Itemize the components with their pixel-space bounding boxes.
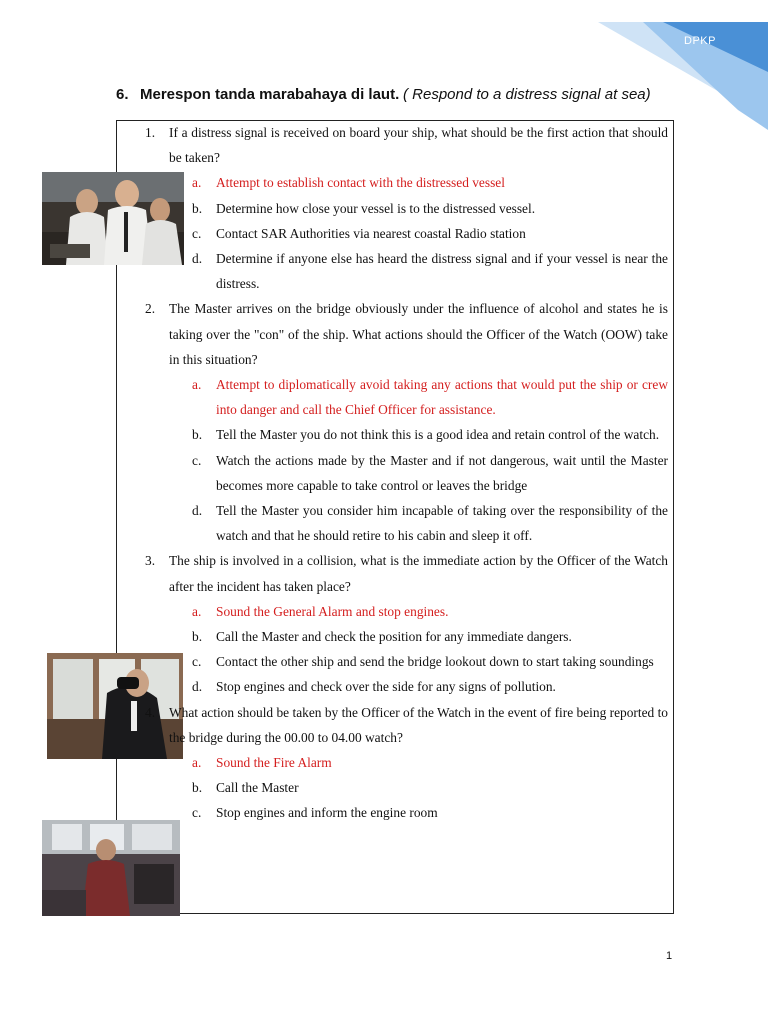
answer-option: b. Call the Master (192, 780, 299, 796)
question-list (145, 120, 668, 826)
section-subtitle: ( Respond to a distress signal at sea) (403, 86, 651, 103)
answer-option: d. Stop engines and check over the side for any signs of pollution. (192, 679, 556, 695)
question-3 (145, 548, 668, 598)
brand-label: DPKP (684, 35, 716, 47)
question-text: The ship is involved in a collision, what is the immediate action by the Officer of the Watch after the incident has taken place? (169, 553, 668, 594)
section-number: 6. (116, 86, 129, 103)
answer-option: d. Determine if anyone else has heard the distress signal and if your vessel is near the distress. (192, 251, 668, 292)
answer-option: a. Sound the Fire Alarm (192, 755, 332, 771)
question-number: 3. (145, 553, 156, 569)
section-title: Merespon tanda marabahaya di laut. (140, 86, 400, 103)
corner-decoration (588, 0, 768, 130)
answer-option: b. Determine how close your vessel is to the distressed vessel. (192, 200, 536, 216)
question-4 (145, 700, 668, 750)
answer-option: c. Watch the actions made by the Master and if not dangerous, wait until the Master becomes more capable to take control or leaves the bridge (192, 452, 668, 493)
question-number: 1. (145, 125, 156, 140)
answer-option: b. Tell the Master you do not think this is a good idea and retain control of the watch. (192, 427, 660, 443)
answer-option: c. Contact the other ship and send the bridge lookout down to start taking soundings (192, 654, 654, 670)
question-text: The Master arrives on the bridge obviously under the influence of alcohol and states he is taking over the "con" of the ship. What actions should the Officer of the Watch (OOW) take in this situation? (169, 301, 668, 367)
answer-option: d. Tell the Master you consider him incapable of taking over the responsibility of the watch and that he should retire to his cabin and sleep it off. (192, 503, 668, 544)
photo-bridge-helm (42, 820, 180, 916)
answer-option: a. Attempt to diplomatically avoid taking any actions that would put the ship or crew into danger and call the Chief Officer for assistance. (192, 377, 668, 418)
question-number: 2. (145, 301, 156, 317)
question-text: If a distress signal is received on board your ship, what should be the first action that should be taken? (169, 125, 668, 166)
answer-option: a. Sound the General Alarm and stop engines. (192, 603, 449, 619)
answer-option: a. Attempt to establish contact with the distressed vessel (192, 175, 505, 191)
section-heading (116, 86, 676, 104)
answer-option: c. Stop engines and inform the engine room (192, 805, 438, 821)
page-number: 1 (666, 950, 673, 962)
question-text: What action should be taken by the Officer of the Watch in the event of fire being reported to the bridge during the 00.00 to 04.00 watch? (169, 704, 668, 745)
answer-option: b. Call the Master and check the position for any immediate dangers. (192, 629, 572, 645)
question-1 (145, 120, 668, 170)
question-2 (145, 296, 668, 372)
question-number: 4. (145, 704, 156, 720)
answer-option: c. Contact SAR Authorities via nearest coastal Radio station (192, 225, 526, 241)
